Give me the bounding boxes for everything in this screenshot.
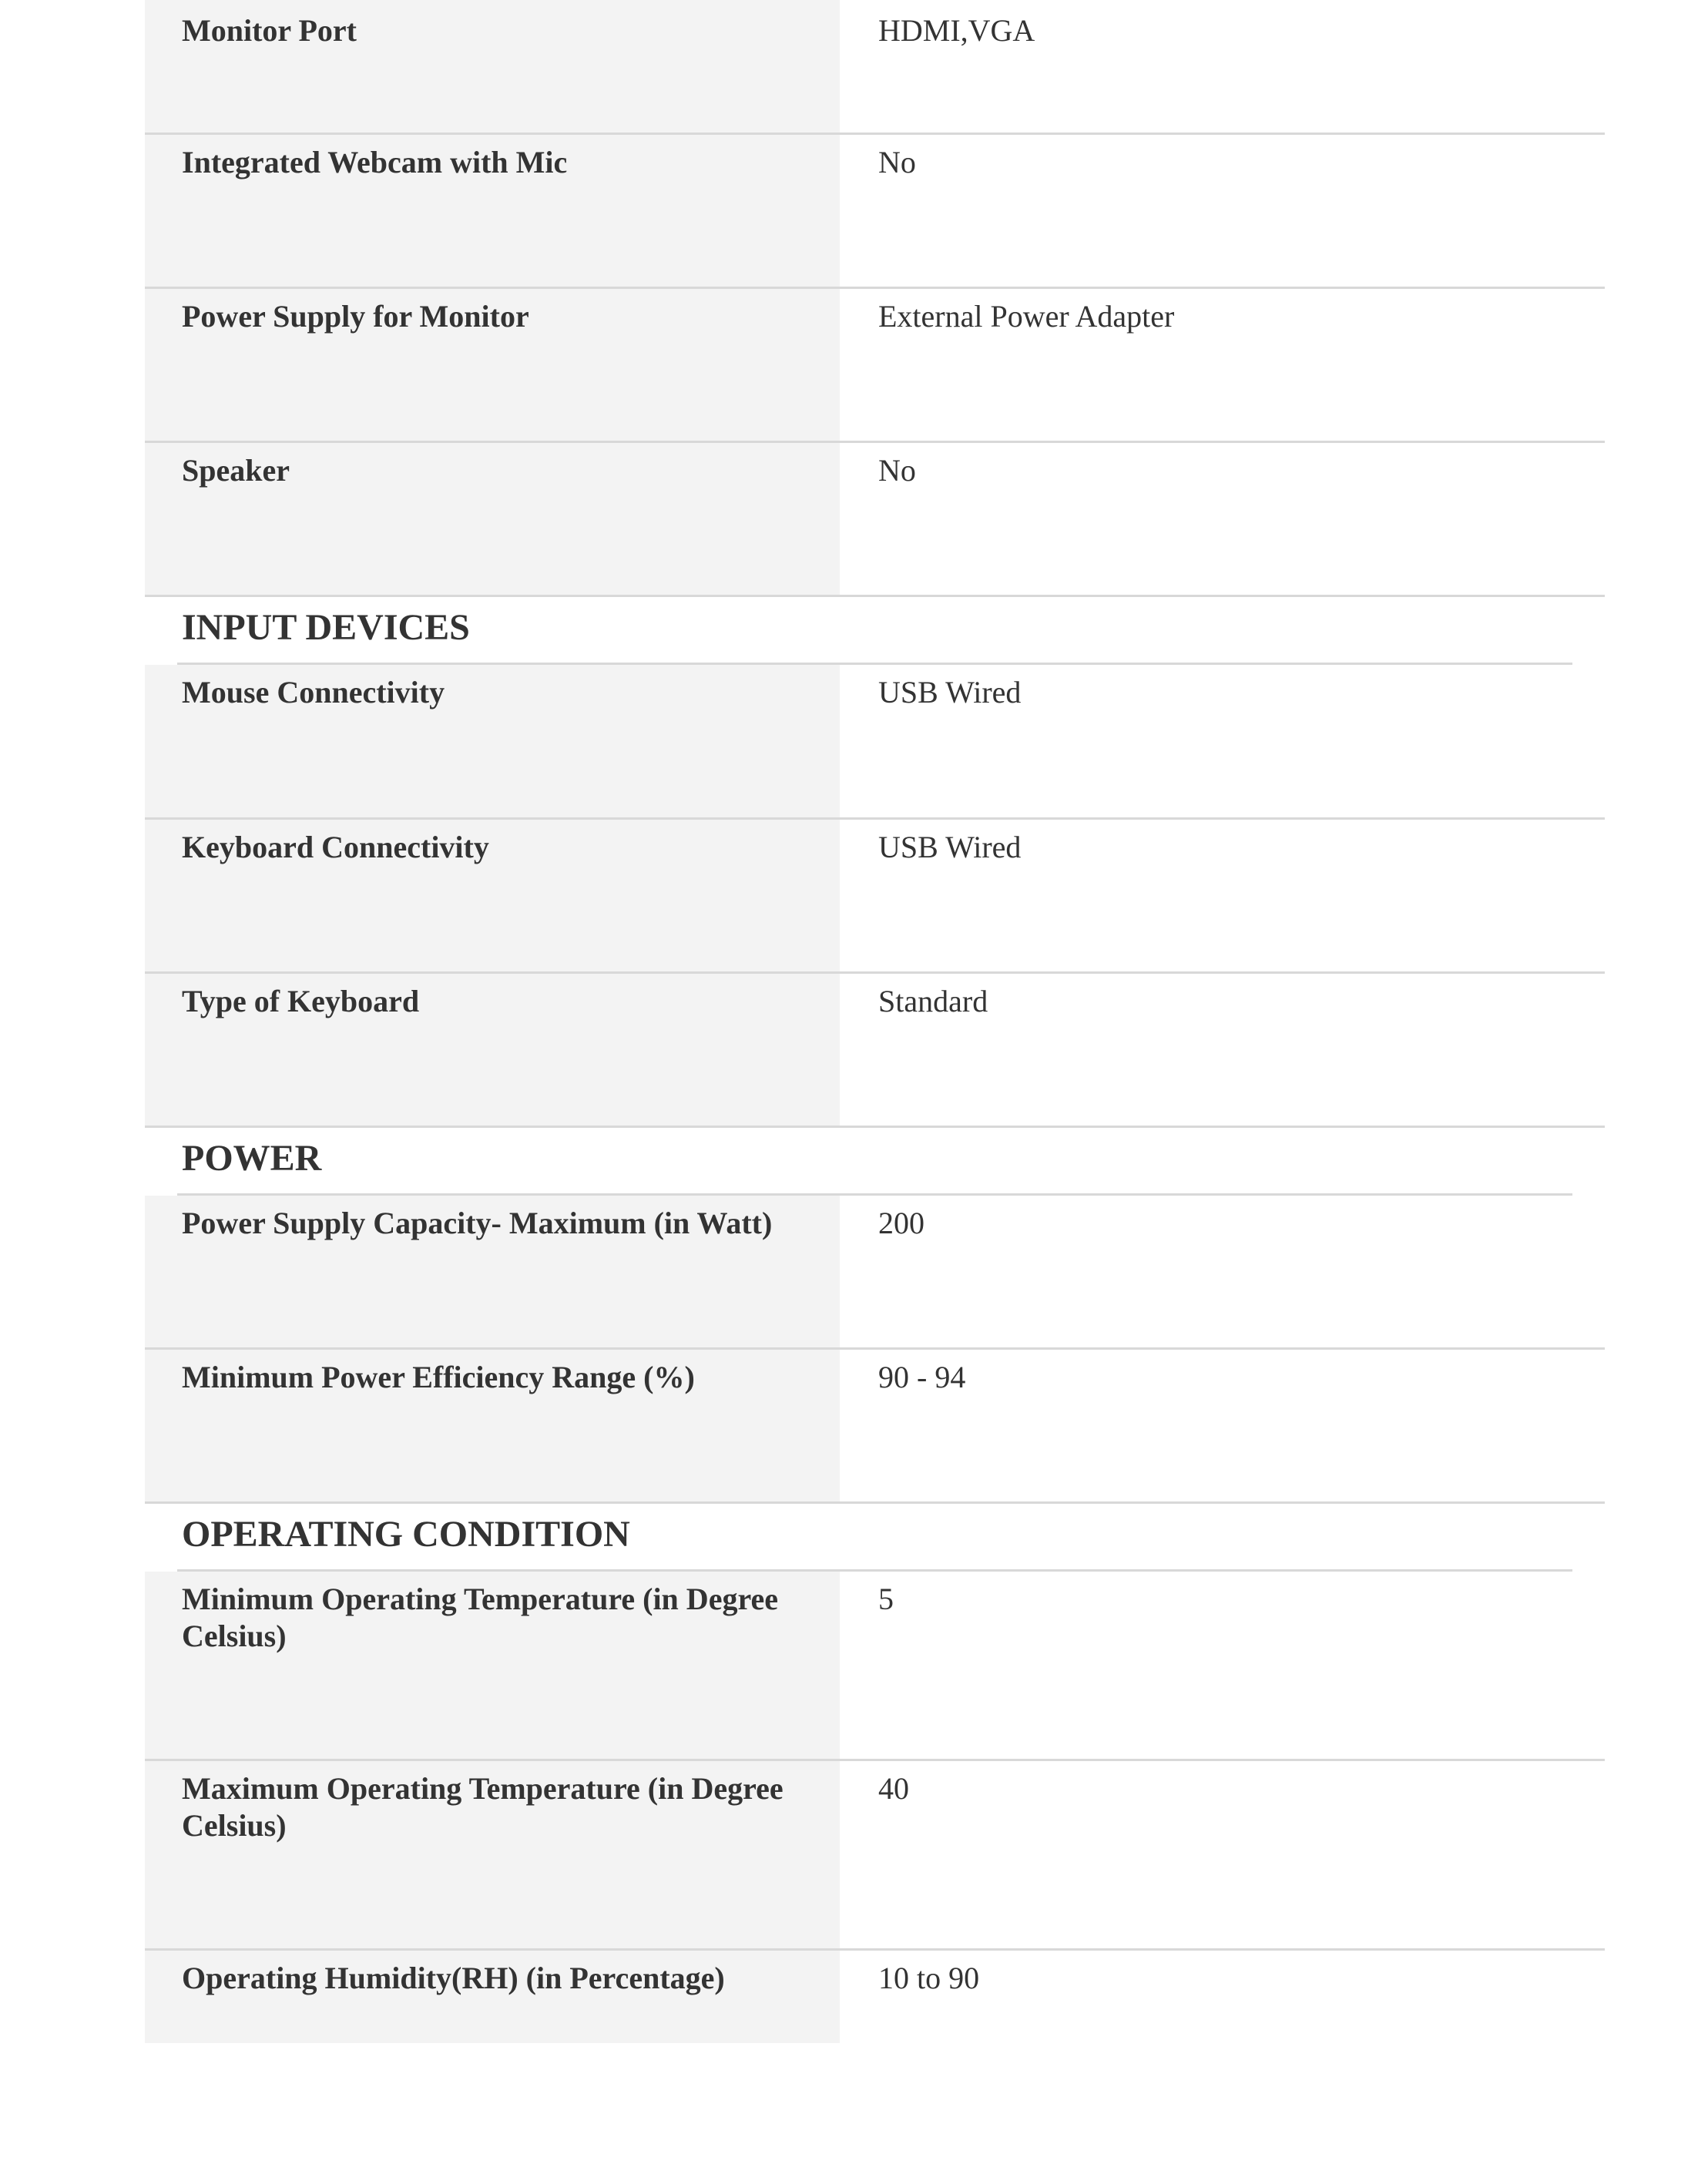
spec-row-mouse	[145, 665, 1605, 817]
spec-row-power-efficiency	[145, 1350, 1605, 1501]
section-heading-operating-condition: OPERATING CONDITION	[145, 1504, 1605, 1572]
spec-label: Integrated Webcam with Mic	[145, 135, 840, 287]
spec-label: Maximum Operating Temperature (in Degree Celsius)	[145, 1761, 840, 1948]
spec-label: Keyboard Connectivity	[145, 820, 840, 971]
spec-label: Power Supply Capacity- Maximum (in Watt)	[145, 1196, 840, 1347]
spec-value: 10 to 90	[878, 1961, 980, 1995]
spec-value: HDMI,VGA	[878, 13, 1035, 48]
spec-label: Minimum Power Efficiency Range (%)	[145, 1350, 840, 1501]
spec-row-keyboard-connectivity	[145, 820, 1605, 971]
spec-value: USB Wired	[878, 830, 1022, 864]
spec-row-monitor-port	[145, 0, 1605, 133]
spec-label: Power Supply for Monitor	[145, 289, 840, 441]
spec-label: Mouse Connectivity	[145, 665, 840, 817]
spec-row-keyboard-type	[145, 974, 1605, 1126]
spec-row-humidity	[145, 1951, 1605, 2043]
spec-value: No	[878, 145, 916, 179]
spec-value: 5	[878, 1582, 894, 1616]
section-heading-power: POWER	[145, 1128, 1605, 1196]
spec-value: No	[878, 453, 916, 488]
spec-row-max-temperature	[145, 1761, 1605, 1948]
spec-label: Speaker	[145, 443, 840, 595]
spec-value: 200	[878, 1206, 924, 1240]
spec-value: External Power Adapter	[878, 299, 1175, 334]
spec-row-webcam	[145, 135, 1605, 287]
spec-row-min-temperature	[145, 1572, 1605, 1759]
spec-label: Type of Keyboard	[145, 974, 840, 1126]
spec-value: USB Wired	[878, 675, 1022, 710]
section-heading-input-devices: INPUT DEVICES	[145, 597, 1605, 665]
spec-row-speaker	[145, 443, 1605, 595]
spec-sheet	[145, 0, 1605, 2043]
spec-label: Monitor Port	[145, 0, 840, 133]
spec-value: 40	[878, 1771, 909, 1806]
spec-label: Minimum Operating Temperature (in Degree Celsius)	[145, 1572, 840, 1759]
spec-value: 90 - 94	[878, 1360, 966, 1394]
spec-value: Standard	[878, 984, 988, 1018]
spec-row-power-capacity	[145, 1196, 1605, 1347]
spec-label: Operating Humidity(RH) (in Percentage)	[145, 1951, 840, 2043]
spec-row-monitor-power	[145, 289, 1605, 441]
